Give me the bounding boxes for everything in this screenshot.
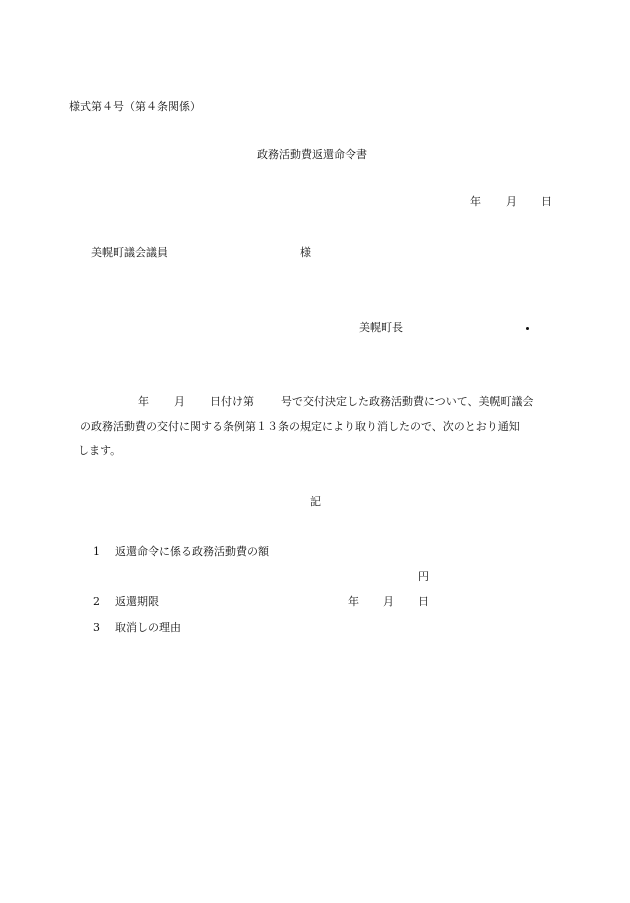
form-number: 様式第４号（第４条関係） [69,100,201,113]
date-year: 年 [470,195,481,208]
body-line1-rest: 号で交付決定した政務活動費について、美幌町議会 [281,395,534,408]
addressee-name: 美幌町議会議員 [91,246,168,259]
item-label: 返還命令に係る政務活動費の額 [115,545,269,558]
body-day-text: 日付け第 [210,395,254,408]
body-line2: の政務活動費の交付に関する条例第１３条の規定により取り消したので、次のとおり通知 [80,420,520,433]
item-label: 返還期限 [115,595,159,608]
ki-heading: 記 [310,495,321,508]
item-label: 取消しの理由 [115,621,181,634]
item-number: 2 [93,595,100,608]
date-month: 月 [506,195,517,208]
body-month: 月 [174,395,185,408]
deadline-month: 月 [383,595,394,608]
item-unit: 円 [418,570,429,583]
document-title: 政務活動費返還命令書 [257,148,367,161]
body-line3: します。 [78,444,122,457]
item-number: 3 [93,621,100,634]
date-day: 日 [541,195,552,208]
issuer-name: 美幌町長 [359,321,403,334]
seal-mark [526,327,529,330]
deadline-day: 日 [418,595,429,608]
addressee-honorific: 様 [300,246,311,259]
deadline-year: 年 [348,595,359,608]
body-year: 年 [138,395,149,408]
item-number: 1 [93,545,100,558]
